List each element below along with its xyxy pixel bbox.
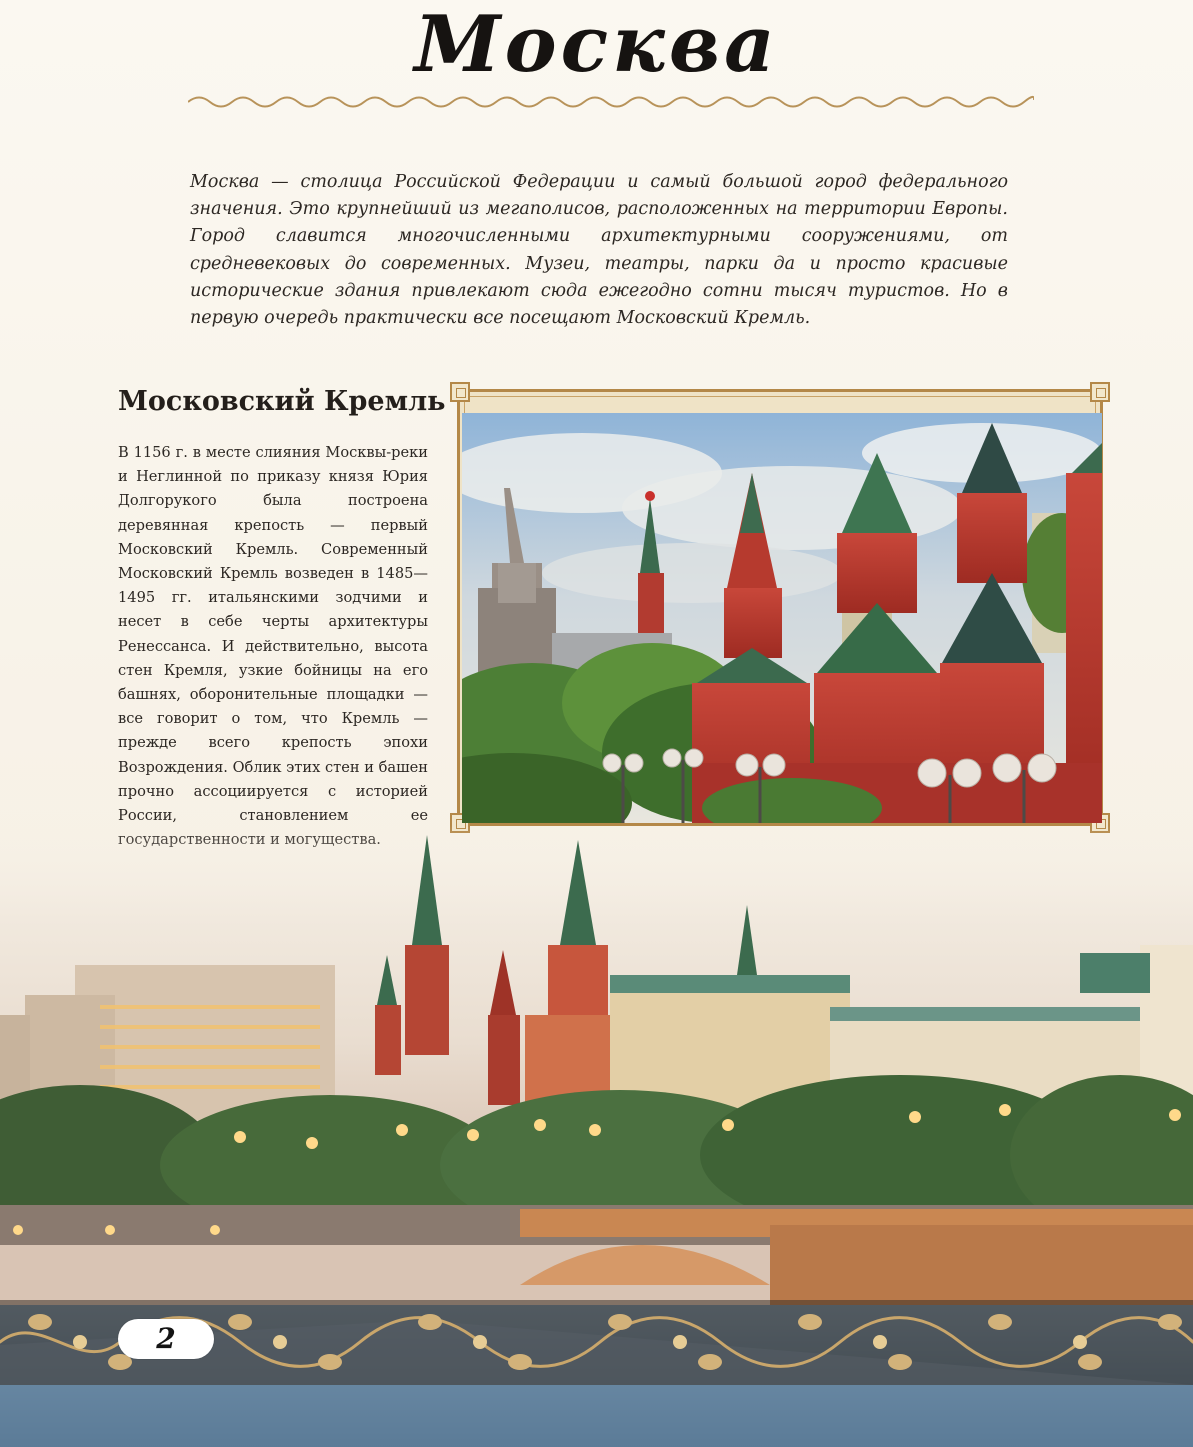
section-body: В 1156 г. в месте слияния Москвы-реки и Неглинной по приказу князя Юрия Долгорукого была построена деревянная крепость — первый Московский Кремль. Современный Московский Кремль возведен в 1485—1495 гг. итальянскими зодчими и несет в себе черты архитектуры Ренессанса. И действительно, высота стен Кремля, узкие бойницы на его башнях, оборонительные площадки — все говорит о том, что Кремль — прежде всего крепость эпохи Возрождения. Облик этих стен и башен прочно ассоциируется с историей России, становлением ее (118, 444, 428, 825)
page-number-badge: 2 (118, 1319, 214, 1359)
frame-corner-ornament (1090, 382, 1110, 402)
intro-paragraph: Москва — столица Российской Федерации и самый большой город федерального значения. Это крупнейший из мегаполисов, расположенных на территории Европы. Город славится многочисленными архитектурными сооружениями, от средневековых до современных. Музеи, театры, парки да и просто красивые исторические здания привлекают сюда ежегодно сотни тысяч туристов. Но в первую очередь практически все посещают Московский Кремль. (190, 172, 1008, 329)
page-title: Москва (414, 0, 779, 90)
kremlin-towers-photo (462, 413, 1102, 823)
frame-corner-ornament (450, 382, 470, 402)
title-wave-divider (188, 92, 1034, 112)
section-title: Московский Кремль (118, 386, 446, 417)
